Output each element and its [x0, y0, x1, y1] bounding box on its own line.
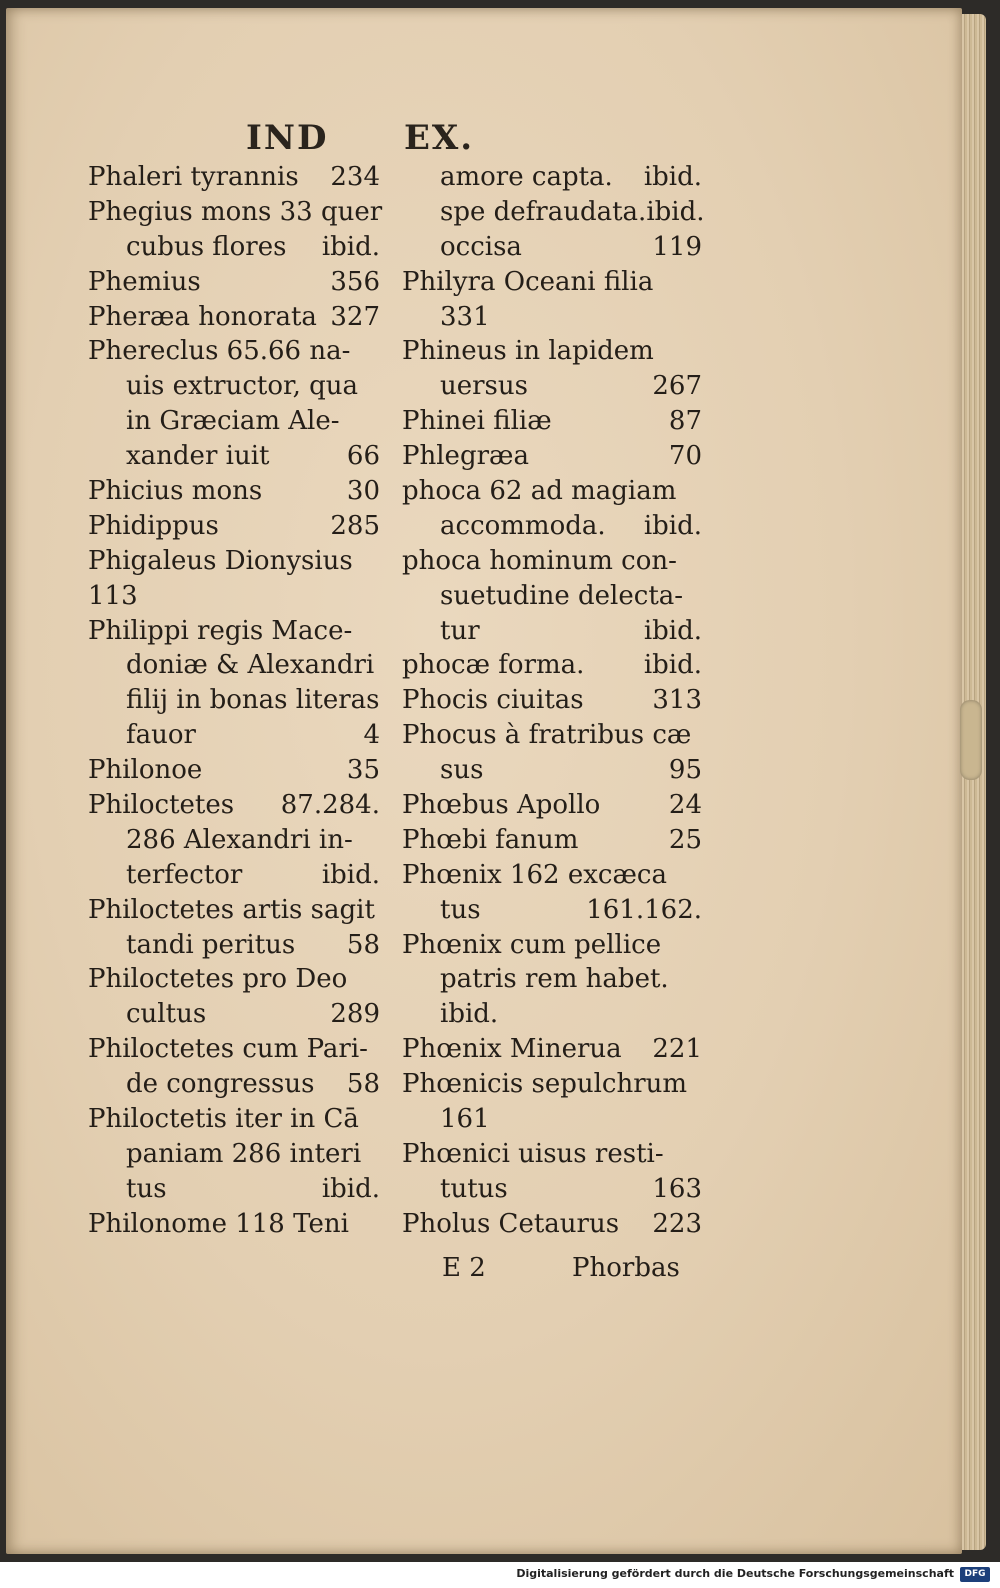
- index-entry-text: occisa: [440, 231, 522, 262]
- index-entry-text: Philyra Oceani filia: [402, 266, 654, 297]
- page-header: [6, 118, 962, 158]
- index-entry-text: xander iuit: [126, 441, 270, 472]
- index-entry: [88, 230, 380, 265]
- index-entry-page: 4: [363, 720, 380, 751]
- index-entry-text: Philonome 118 Teni: [88, 1208, 349, 1239]
- page-footer: [6, 1253, 962, 1289]
- index-entry-text: phoca hominum con-: [402, 545, 677, 576]
- index-entry: [402, 823, 702, 858]
- index-entry-text: de congressus: [126, 1069, 315, 1100]
- index-entry-text: Phœnix Minerua: [402, 1034, 622, 1065]
- index-entry-text: patris rem habet.: [440, 964, 669, 995]
- index-entry: [88, 614, 380, 649]
- index-entry-text: Phineus in lapidem: [402, 336, 654, 367]
- index-entry-text: Philippi regis Mace-: [88, 615, 353, 646]
- index-entry-text: Philoctetes: [88, 790, 235, 821]
- index-entry: [88, 195, 383, 230]
- index-entry: [402, 195, 705, 230]
- index-entry-text: Phemius: [88, 266, 201, 297]
- index-entry: [402, 858, 702, 893]
- index-entry: [88, 962, 380, 997]
- index-entry-page: 223: [652, 1208, 702, 1239]
- index-entry: [88, 265, 380, 300]
- index-entry-text: Pheræa honorata: [88, 301, 317, 332]
- index-entry-text: cubus flores: [126, 231, 287, 262]
- index-entry-page: 163: [652, 1173, 702, 1204]
- index-entry: [88, 928, 380, 963]
- index-entry-page: ibid.: [321, 231, 380, 262]
- index-entry-page: 289: [330, 999, 380, 1030]
- index-entry-text: paniam 286 interi: [126, 1138, 362, 1169]
- index-entry-text: accommoda.: [440, 510, 606, 541]
- catchword: Phorbas: [572, 1253, 680, 1283]
- index-entry-text: sus: [440, 755, 484, 786]
- index-entry: [402, 439, 702, 474]
- index-column-left: [88, 160, 383, 1242]
- index-entry-text: cultus: [126, 999, 207, 1030]
- index-entry-text: Phocis ciuitas: [402, 685, 584, 716]
- index-entry: [88, 753, 380, 788]
- index-entry: [402, 753, 702, 788]
- index-entry: [88, 1102, 380, 1137]
- index-entry-text: doniæ & Alexandri: [126, 650, 375, 681]
- index-entry: [402, 579, 702, 614]
- index-entry-text: Pholus Cetaurus: [402, 1208, 620, 1239]
- index-entry: [402, 160, 702, 195]
- header-right: EX.: [404, 118, 475, 158]
- index-entry-page: ibid.: [643, 162, 702, 192]
- index-entry-page: ibid.: [321, 1173, 380, 1204]
- index-entry-page: 356: [330, 266, 380, 297]
- index-entry: [88, 1172, 380, 1207]
- index-entry: [88, 300, 380, 335]
- signature-mark: E 2: [442, 1253, 486, 1283]
- index-entry-text: 113: [88, 580, 138, 611]
- index-entry-text: Phicius mons: [88, 476, 263, 507]
- index-entry-text: 161: [440, 1104, 490, 1135]
- index-entry-page: 70: [668, 441, 702, 472]
- index-entry: [88, 1067, 380, 1102]
- index-entry-page: 87: [668, 406, 702, 437]
- index-entry: [88, 858, 380, 893]
- index-entry: [88, 509, 380, 544]
- index-entry-text: Philoctetis iter in Cā: [88, 1104, 359, 1135]
- index-entry: [402, 265, 702, 300]
- page-edges: [962, 14, 986, 1550]
- index-entry: [88, 474, 380, 509]
- index-entry-text: 331: [440, 301, 490, 332]
- index-entry-text: Phœnix 162 excæca: [402, 859, 667, 890]
- index-entry-page: 30: [346, 476, 380, 507]
- index-entry-text: Phocus à fratribus cæ: [402, 720, 692, 751]
- index-entry-text: Phinei filiæ: [402, 406, 552, 437]
- index-entry: [88, 823, 380, 858]
- index-entry-page: 58: [346, 929, 380, 960]
- index-entry: [88, 1207, 380, 1242]
- index-entry-page: 267: [652, 371, 702, 402]
- index-entry: [88, 544, 380, 579]
- index-entry-text: Phœnicis sepulchrum: [402, 1069, 688, 1100]
- index-entry-page: ibid.: [643, 650, 702, 681]
- index-entry: [402, 1137, 702, 1172]
- index-entry: [402, 893, 702, 928]
- index-entry-text: Philonoe: [88, 755, 203, 786]
- index-entry-text: phoca 62 ad magiam: [402, 476, 677, 507]
- index-entry: [402, 1032, 702, 1067]
- digitization-notice: Digitalisierung gefördert durch die Deutsche Forschungsgemeinschaft: [516, 1567, 954, 1580]
- book-page: [6, 8, 962, 1554]
- index-entry-text: Phœbi fanum: [402, 824, 579, 855]
- index-entry-page: 161.162.: [586, 894, 702, 925]
- index-entry-text: 286 Alexandri in-: [126, 824, 353, 855]
- index-entry-text: Philoctetes cum Pari-: [88, 1034, 368, 1065]
- index-entry: [402, 1102, 702, 1137]
- index-entry-text: Phœbus Apollo: [402, 790, 601, 821]
- index-column-right: [402, 160, 705, 1242]
- index-entry-text: uersus: [440, 371, 528, 402]
- index-entry: [402, 614, 702, 649]
- index-entry-text: Philoctetes artis sagit: [88, 894, 375, 925]
- index-entry-page: 24: [668, 790, 702, 821]
- index-entry: [88, 1032, 380, 1067]
- dfg-logo-icon: DFG: [960, 1567, 990, 1582]
- index-entry-page: 25: [668, 824, 702, 855]
- index-entry: [88, 404, 380, 439]
- index-entry-page: ibid.: [321, 859, 380, 890]
- index-entry: [88, 160, 380, 195]
- index-entry: [88, 718, 380, 753]
- index-entry: [88, 334, 380, 369]
- index-entry: [402, 683, 702, 718]
- index-entry: [402, 648, 702, 683]
- index-entry: [402, 788, 702, 823]
- index-entry-page: 327: [330, 301, 380, 332]
- index-entry-page: 234: [330, 162, 380, 192]
- index-entry-text: tus: [126, 1173, 167, 1204]
- index-entry-text: spe defraudata.ibid.: [440, 196, 705, 227]
- index-entry: [88, 893, 380, 928]
- index-entry-text: Phœnici uisus resti-: [402, 1138, 664, 1169]
- index-entry: [88, 369, 380, 404]
- index-entry: [88, 788, 380, 823]
- index-entry: [402, 404, 702, 439]
- index-entry-text: suetudine delecta-: [440, 580, 684, 611]
- index-entry-text: tus: [440, 894, 481, 925]
- index-entry-page: 66: [346, 441, 380, 472]
- index-entry-text: Phœnix cum pellice: [402, 929, 662, 960]
- index-entry-page: 35: [346, 755, 380, 786]
- index-entry-text: Phlegræa: [402, 441, 529, 472]
- index-entry: [402, 509, 702, 544]
- index-entry: [402, 369, 702, 404]
- index-entry: [88, 997, 380, 1032]
- index-entry-page: 58: [346, 1069, 380, 1100]
- page-tab: [960, 700, 982, 780]
- index-entry: [88, 579, 380, 614]
- index-entry-text: tur: [440, 615, 480, 646]
- header-left: IND: [246, 118, 329, 158]
- index-entry: [402, 1067, 702, 1102]
- index-entry-text: Phidippus: [88, 510, 219, 541]
- index-entry: [402, 474, 702, 509]
- index-entry: [88, 439, 380, 474]
- index-entry-text: amore capta.: [440, 162, 613, 192]
- index-entry: [402, 334, 702, 369]
- index-entry: [402, 300, 702, 335]
- index-entry-text: uis extructor, qua: [126, 371, 358, 402]
- index-entry-page: 119: [652, 231, 702, 262]
- digitization-bar: [0, 1562, 1000, 1588]
- index-entry-text: Phereclus 65.66 na-: [88, 336, 351, 367]
- index-entry: [88, 683, 380, 718]
- index-entry: [402, 928, 702, 963]
- index-entry-page: 221: [652, 1034, 702, 1065]
- index-entry-page: 313: [652, 685, 702, 716]
- index-entry-text: Phegius mons 33 quer: [88, 196, 383, 227]
- index-entry: [402, 1172, 702, 1207]
- index-entry: [88, 1137, 380, 1172]
- index-entry-page: 95: [668, 755, 702, 786]
- index-entry: [402, 544, 702, 579]
- index-entry: [402, 230, 702, 265]
- index-entry-text: tandi peritus: [126, 929, 296, 960]
- index-entry-text: tutus: [440, 1173, 508, 1204]
- index-entry: [402, 1207, 702, 1242]
- index-entry-text: Philoctetes pro Deo: [88, 964, 348, 995]
- index-entry-text: terfector: [126, 859, 243, 890]
- index-entry-text: phocæ forma.: [402, 650, 585, 681]
- index-entry-text: filij in bonas literas: [126, 685, 380, 716]
- index-entry-text: Phigaleus Dionysius: [88, 545, 353, 576]
- index-entry-page: ibid.: [643, 510, 702, 541]
- index-entry: [88, 648, 380, 683]
- index-entry: [402, 718, 702, 753]
- index-entry-text: ibid.: [440, 999, 499, 1030]
- index-entry: [402, 962, 702, 997]
- index-entry-text: Phaleri tyrannis: [88, 162, 299, 192]
- index-entry-page: 87.284.: [280, 790, 380, 821]
- index-entry-page: 285: [330, 510, 380, 541]
- index-entry: [402, 997, 702, 1032]
- index-entry-page: ibid.: [643, 615, 702, 646]
- index-entry-text: in Græciam Ale-: [126, 406, 340, 437]
- index-entry-text: fauor: [126, 720, 196, 751]
